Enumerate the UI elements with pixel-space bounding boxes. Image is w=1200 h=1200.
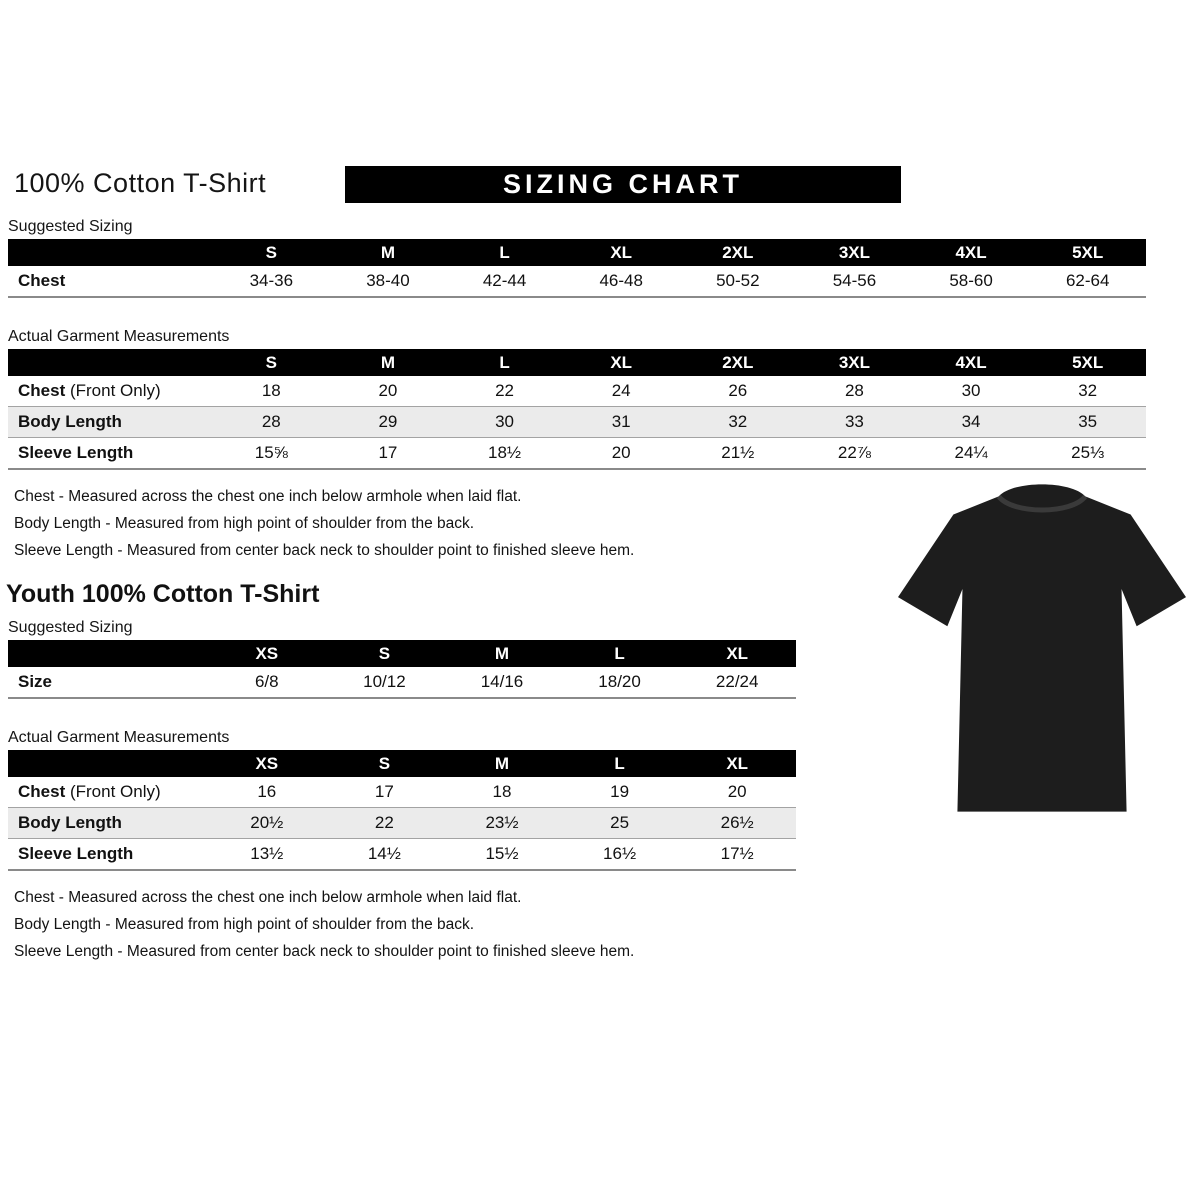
measurement-cell: 42-44 [446,266,563,297]
actual-measurements-label: Actual Garment Measurements [8,328,230,345]
size-column-header: M [443,750,561,777]
row-label: Chest (Front Only) [8,777,208,808]
measurement-cell: 22/24 [678,667,796,698]
measurement-cell: 17 [326,777,444,808]
size-column-header: XS [208,750,326,777]
size-column-header: M [443,640,561,667]
size-column-header: 3XL [796,239,913,266]
measurement-cell: 34-36 [213,266,330,297]
measurement-cell: 35 [1029,407,1146,438]
size-column-header: 3XL [796,349,913,376]
size-column-header: XL [678,750,796,777]
measurement-cell: 26 [680,376,797,407]
measurement-cell: 16½ [561,839,679,871]
table-row [8,667,796,698]
table-corner [8,640,208,667]
row-label: Chest [8,266,213,297]
suggested-sizing-label: Suggested Sizing [8,218,133,235]
youth-section-title: Youth 100% Cotton T-Shirt [6,580,320,608]
row-label: Size [8,667,208,698]
measurement-cell: 19 [561,777,679,808]
size-column-header: M [330,239,447,266]
measurement-cell: 10/12 [326,667,444,698]
table-row [8,376,1146,407]
size-column-header: 2XL [680,239,797,266]
measurement-cell: 17 [330,438,447,470]
measurement-cell: 62-64 [1029,266,1146,297]
measurement-cell: 13½ [208,839,326,871]
measurement-cell: 50-52 [680,266,797,297]
size-column-header: L [446,349,563,376]
size-column-header: 4XL [913,349,1030,376]
size-column-header: S [326,640,444,667]
note-line: Sleeve Length - Measured from center back neck to shoulder point to finished sleeve hem. [14,943,635,960]
measurement-cell: 23½ [443,808,561,839]
size-column-header: L [561,750,679,777]
measurement-cell: 33 [796,407,913,438]
measurement-cell: 20 [563,438,680,470]
measurement-cell: 14½ [326,839,444,871]
measurement-cell: 16 [208,777,326,808]
measurement-cell: 38-40 [330,266,447,297]
measurement-cell: 18½ [446,438,563,470]
table-corner [8,349,213,376]
measurement-cell: 58-60 [913,266,1030,297]
measurement-cell: 25 [561,808,679,839]
table-corner [8,239,213,266]
size-table [8,640,796,699]
measurement-cell: 22 [326,808,444,839]
measurement-cell: 6/8 [208,667,326,698]
measurement-cell: 28 [213,407,330,438]
measurement-cell: 24¼ [913,438,1030,470]
measurement-cell: 30 [446,407,563,438]
page-title: 100% Cotton T-Shirt [14,168,267,198]
measurement-cell: 24 [563,376,680,407]
size-column-header: 2XL [680,349,797,376]
size-column-header: S [213,349,330,376]
size-column-header: S [326,750,444,777]
size-column-header: L [561,640,679,667]
measurement-cell: 32 [680,407,797,438]
size-column-header: L [446,239,563,266]
measurement-cell: 28 [796,376,913,407]
row-label: Sleeve Length [8,438,213,470]
row-label: Body Length [8,407,213,438]
tshirt-body-shape [898,484,1186,811]
measurement-cell: 18/20 [561,667,679,698]
size-column-header: XL [563,349,680,376]
measurement-cell: 22 [446,376,563,407]
measurement-cell: 18 [443,777,561,808]
row-label: Sleeve Length [8,839,208,871]
header-row [8,349,1146,376]
black-tshirt-image [896,476,1188,834]
measurement-cell: 26½ [678,808,796,839]
table-corner [8,750,208,777]
measurement-cell: 20 [678,777,796,808]
size-column-header: XL [563,239,680,266]
size-table [8,750,796,871]
measurement-cell: 20 [330,376,447,407]
measurement-cell: 22⅞ [796,438,913,470]
measurement-cell: 20½ [208,808,326,839]
size-table [8,349,1146,470]
row-label: Chest (Front Only) [8,376,213,407]
measurement-cell: 29 [330,407,447,438]
measurement-cell: 32 [1029,376,1146,407]
note-line: Body Length - Measured from high point of shoulder from the back. [14,916,475,933]
header-row [0,166,1200,208]
header-row [8,750,796,777]
size-column-header: XL [678,640,796,667]
measurement-cell: 17½ [678,839,796,871]
table-row [8,839,796,871]
measurement-cell: 21½ [680,438,797,470]
spacer [0,298,1200,318]
header-row [8,239,1146,266]
table-row [8,407,1146,438]
note-line: Body Length - Measured from high point of shoulder from the back. [14,515,475,532]
size-column-header: 5XL [1029,239,1146,266]
note-line: Chest - Measured across the chest one inch below armhole when laid flat. [14,889,522,906]
measurement-cell: 31 [563,407,680,438]
adult-actual-table [8,349,1200,470]
sizing-chart-banner: SIZING CHART [345,166,901,203]
note-line: Sleeve Length - Measured from center back neck to shoulder point to finished sleeve hem. [14,542,635,559]
size-column-header: XS [208,640,326,667]
measurement-cell: 15⅝ [213,438,330,470]
youth-measurement-notes [14,889,1200,961]
size-table [8,239,1146,298]
adult-suggested-table [8,239,1200,298]
measurement-cell: 46-48 [563,266,680,297]
note-line: Chest - Measured across the chest one inch below armhole when laid flat. [14,488,522,505]
measurement-cell: 15½ [443,839,561,871]
youth-actual-measurements-label: Actual Garment Measurements [8,729,230,746]
table-row [8,777,796,808]
header-row [8,640,796,667]
measurement-cell: 18 [213,376,330,407]
table-row [8,808,796,839]
table-row [8,266,1146,297]
size-column-header: 5XL [1029,349,1146,376]
size-column-header: M [330,349,447,376]
measurement-cell: 54-56 [796,266,913,297]
row-label: Body Length [8,808,208,839]
measurement-cell: 34 [913,407,1030,438]
table-row [8,438,1146,470]
measurement-cell: 14/16 [443,667,561,698]
size-column-header: 4XL [913,239,1030,266]
youth-suggested-sizing-label: Suggested Sizing [8,619,133,636]
measurement-cell: 25⅓ [1029,438,1146,470]
size-column-header: S [213,239,330,266]
measurement-cell: 30 [913,376,1030,407]
